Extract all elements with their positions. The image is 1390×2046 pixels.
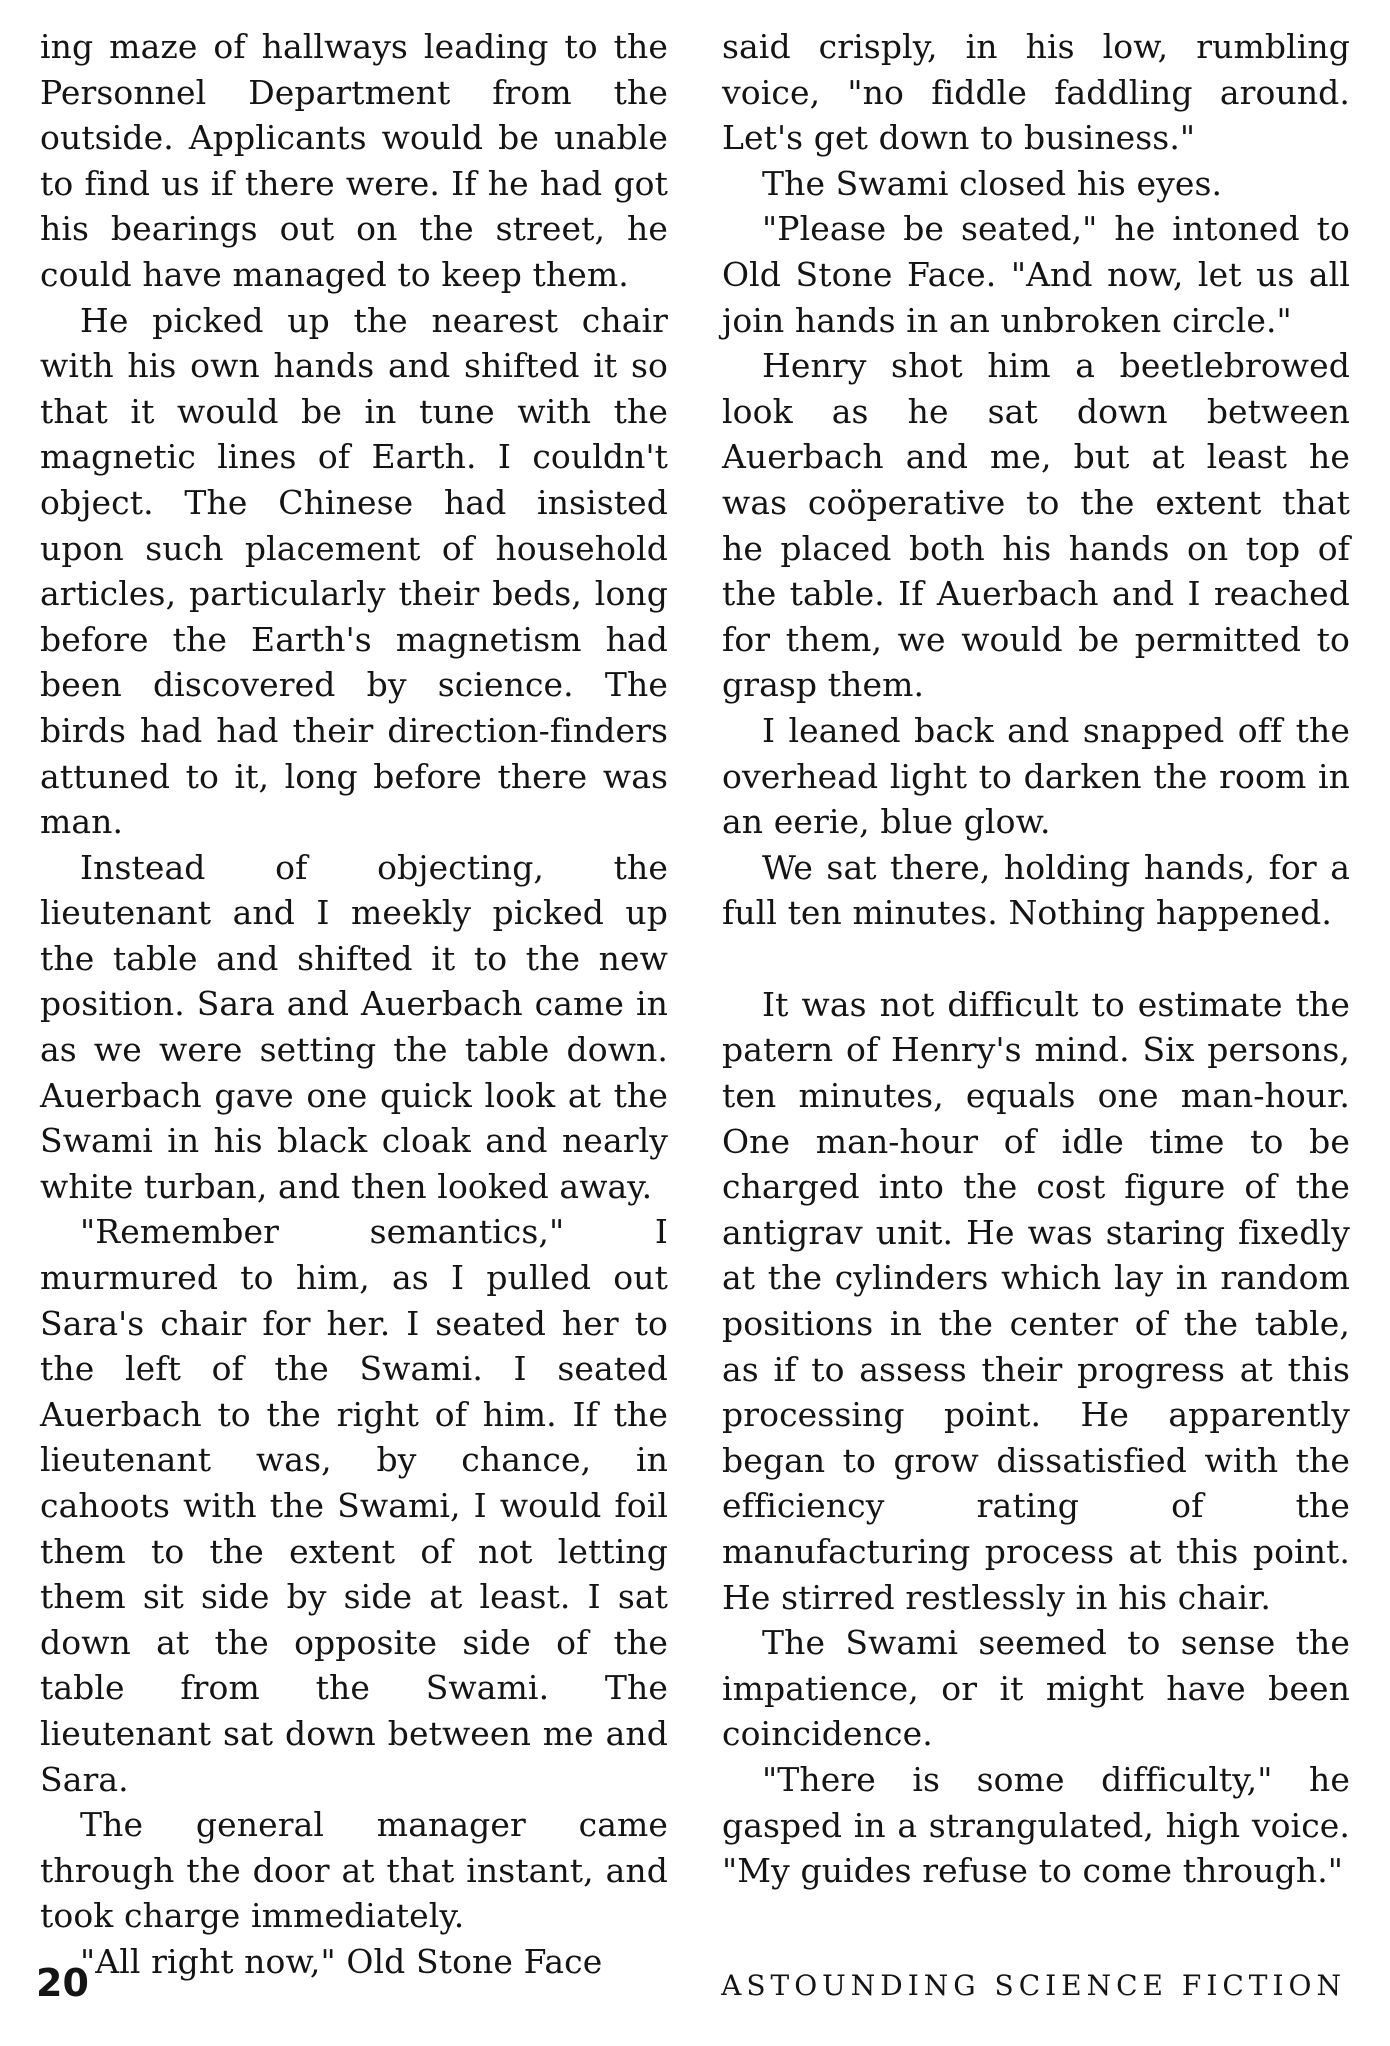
page-number: 20 [36,1961,89,2005]
right-paragraph-7: It was not difficult to estimate the patern of Henry's mind. Six persons, ten minutes, equals one man-hour. One man-hour of idle time to be charged into the cost figure of the antigrav unit. He was staring fixedly at the cylinders which lay in random positions in the center of the table, as if to assess their progress at this processing point. He apparently began to grow dissatisfied with the efficiency rating of the manufacturing process at this point. He stirred restlessly in his chair. [722,984,1350,1617]
left-paragraph-1: ing maze of hallways leading to the Personnel Department from the outside. Applicants would be unable to find us if there were. If he had got his bearings out on the street, he could have managed to keep them. [40,27,668,294]
right-paragraph-4: Henry shot him a beetlebrowed look as he sat down between Auerbach and me, but at least he was coöperative to the extent that he placed both his hands on top of the table. If Auerbach and I reached for them, we would be permitted to grasp them. [722,346,1350,705]
left-paragraph-6: "All right now," Old Stone Face [80,1941,603,1981]
left-column [40,24,668,1985]
right-paragraph-2: The Swami closed his eyes. [762,163,1223,203]
right-column [722,24,1350,1894]
section-break [722,936,1350,982]
right-paragraph-1: said crisply, in his low, rumbling voice, "no fiddle faddling around. Let's get down to business." [722,27,1350,158]
right-paragraph-3: "Please be seated," he intoned to Old Stone Face. "And now, let us all join hands in an unbroken circle." [722,209,1350,340]
left-paragraph-2: He picked up the nearest chair with his own hands and shifted it so that it would be in tune with the magnetic lines of Earth. I couldn't object. The Chinese had insisted upon such placement of household articles, particularly their beds, long before the Earth's magnetism had been discovered by science. The birds had had their direction-finders attuned to it, long before there was man. [40,300,668,842]
running-footer-title: ASTOUNDING SCIENCE FICTION [721,1969,1346,2002]
right-paragraph-8: The Swami seemed to sense the impatience, or it might have been coincidence. [722,1623,1350,1754]
right-paragraph-6: We sat there, holding hands, for a full ten minutes. Nothing happened. [722,847,1350,933]
left-paragraph-3: Instead of objecting, the lieutenant and I meekly picked up the table and shifted it to the new position. Sara and Auerbach came in as we were setting the table down. Auerbach gave one quick look at the Swami in his black cloak and nearly white turban, and then looked away. [40,847,668,1206]
left-paragraph-5: The general manager came through the door at that instant, and took charge immediately. [40,1805,668,1936]
left-paragraph-4: "Remember semantics," I murmured to him, as I pulled out Sara's chair for her. I seated her to the left of the Swami. I seated Auerbach to the right of him. If the lieutenant was, by chance, in cahoots with the Swami, I would foil them to the extent of not letting them sit side by side at least. I sat down at the opposite side of the table from the Swami. The lieutenant sat down between me and Sara. [40,1212,668,1799]
right-paragraph-9: "There is some difficulty," he gasped in a strangulated, high voice. "My guides refuse to come through." [722,1759,1350,1891]
right-paragraph-5: I leaned back and snapped off the overhead light to darken the room in an eerie, blue glow. [722,710,1350,842]
